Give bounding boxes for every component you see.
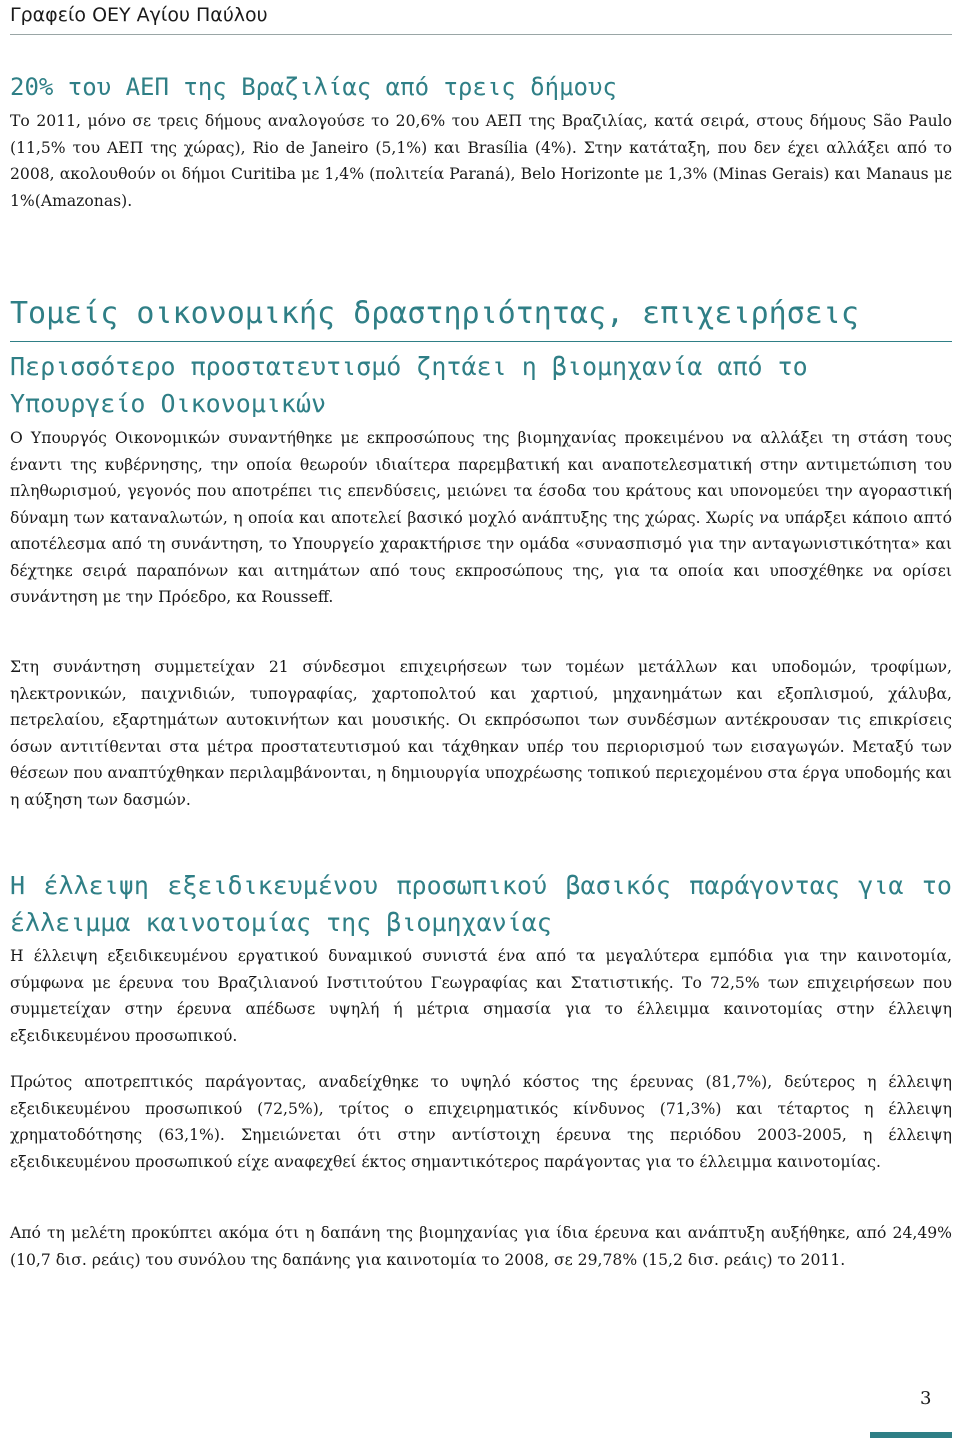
- protectionism-paragraph-1: Ο Υπουργός Οικονομικών συναντήθηκε με εκπροσώπους της βιομηχανίας προκειμένου να αλλάξει τη στάση τους έναντι της κυβέρνησης, την οποία θεωρούν ιδιαίτερα παρεμβατική και αναποτελεσματική στην αντιμετώπιση του πληθωρισμού, γεγονός που αποτρέπει τις επενδύσεις, μειώνει τα έσοδα του κράτους και υπονομεύει την αγοραστική δύναμη των καταναλωτών, η οποία και αποτελεί βασικό μοχλό ανάπτυξης της χώρας. Χωρίς να υπάρξει κάποιο απτό αποτέλεσμα από τη συνάντηση, το Υπουργείο χαρακτήρισε την ομάδα «συνασπισμό για την ανταγωνιστικότητα» και δέχτηκε σειρά παραπόνων και αιτημάτων από τους εκπροσώπους της, για τα οποία και υποσχέθηκε να ορίσει συνάντηση με την Πρόεδρο, κα Rousseff.: [10, 429, 952, 606]
- header-title: Γραφείο ΟΕΥ Αγίου Παύλου: [10, 4, 268, 26]
- innovation-deficit-title: Η έλλειψη εξειδικευμένου προσωπικού βασικός παράγοντας για το έλλειμμα καινοτομίας της βιομηχανίας: [10, 871, 952, 937]
- innovation-paragraph-2: Πρώτος αποτρεπτικός παράγοντας, αναδείχθηκε το υψηλό κόστος της έρευνας (81,7%), δεύτερος η έλλειψη εξειδικευμένου προσωπικού (72,5%), τρίτος ο επιχειρηματικός κίνδυνος (71,3%) και τέταρτος η έλλειψη χρηματοδότησης (63,1%). Σημειώνεται ότι στην αντίστοιχη έρευνα της περιόδου 2003-2005, η έλλειψη εξειδικευμένου προσωπικού είχε αναφεχθεί έκτος σημαντικότερος παράγοντας για το έλλειμμα καινοτομίας.: [10, 1073, 952, 1171]
- section-gdp-title: 20% του ΑΕΠ της Βραζιλίας από τρεις δήμους: [10, 73, 617, 101]
- section-gdp-paragraph: Το 2011, μόνο σε τρεις δήμους αναλογούσε το 20,6% του ΑΕΠ της Βραζιλίας, κατά σειρά, στους δήμους São Paulo (11,5% του ΑΕΠ της χώρας), Rio de Janeiro (5,1%) και Brasília (4%). Στην κατάταξη, που δεν έχει αλλάξει από το 2008, ακολουθούν οι δήμοι Curitiba με 1,4% (πολιτεία Paraná), Belo Horizonte με 1,3% (Minas Gerais) και Manaus με 1%(Amazonas).: [10, 112, 952, 210]
- protectionism-paragraph-2: Στη συνάντηση συμμετείχαν 21 σύνδεσμοι επιχειρήσεων των τομέων μετάλλων και υποδομών, τροφίμων, ηλεκτρονικών, παιχνιδιών, τυπογραφίας, χαρτοπολτού και χαρτιού, μηχανημάτων και εξοπλισμού, χάλυβα, πετρελαίου, εξαρτημάτων αυτοκινήτων και μουσικής. Οι εκπρόσωποι των συνδέσμων αντέκρουσαν τις επικρίσεις όσων αντιτίθενται στα μέτρα προστατευτισμού και τάχθηκαν υπέρ του περιορισμού των εισαγωγών. Μεταξύ των θέσεων που αναπτύχθηκαν περιλαμβάνονται, η δημιουργία υποχρέωσης τοπικού περιεχομένου στα έργα υποδομής και η αύξηση των δασμών.: [10, 658, 952, 809]
- innovation-paragraph-1: Η έλλειψη εξειδικευμένου εργατικού δυναμικού συνιστά ένα από τα μεγαλύτερα εμπόδια για την καινοτομία, σύμφωνα με έρευνα του Βραζιλιανού Ινστιτούτου Γεωγραφίας και Στατιστικής. Το 72,5% των επιχειρήσεων που συμμετείχαν στην έρευνα απέδωσε υψηλή ή μέτρια σημασία για το έλλειμμα καινοτομίας στην έλλειψη εξειδικευμένου προσωπικού.: [10, 947, 952, 1045]
- protectionism-subtitle: Περισσότερο προστατευτισμό ζητάει η βιομηχανία από το Υπουργείο Οικονομικών: [10, 352, 808, 418]
- section-economic-activity-title: Τομείς οικονομικής δραστηριότητας, επιχειρήσεις: [10, 296, 859, 331]
- section-divider: [10, 341, 952, 342]
- page-number: 3: [920, 1388, 932, 1409]
- page-header: [10, 0, 952, 33]
- footer-accent-bar: [870, 1432, 952, 1438]
- header-divider: [10, 34, 952, 35]
- innovation-paragraph-3: Από τη μελέτη προκύπτει ακόμα ότι η δαπάνη της βιομηχανίας για ίδια έρευνα και ανάπτυξη αυξήθηκε, από 24,49% (10,7 δισ. ρεάις) του συνόλου της δαπάνης για καινοτομία το 2008, σε 29,78% (15,2 δισ. ρεάις) το 2011.: [10, 1224, 952, 1269]
